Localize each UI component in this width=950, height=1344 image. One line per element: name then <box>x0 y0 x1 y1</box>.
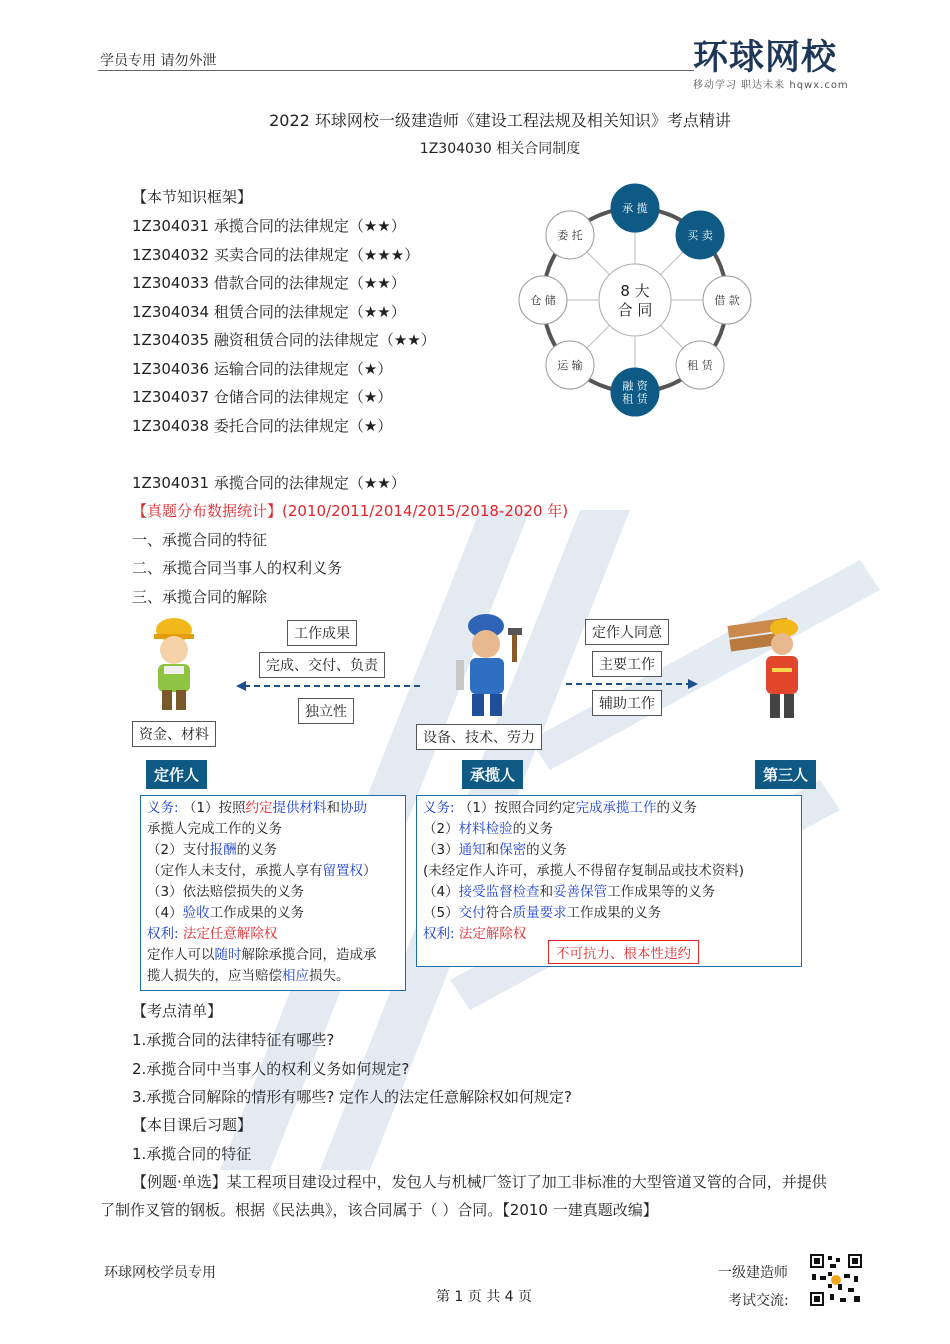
orderer-figure-icon <box>142 612 206 716</box>
header-rule <box>98 70 694 71</box>
footer-exam-name: 一级建造师 <box>718 1265 788 1281</box>
panel-text: 报酬 <box>209 842 237 858</box>
panel-line <box>147 819 399 840</box>
section-heading: 1Z304031 承揽合同的法律规定（★★） <box>132 474 406 492</box>
wheel-node-label: 委 托 <box>557 228 583 242</box>
panel-line <box>423 882 795 903</box>
panel-line <box>147 798 399 819</box>
label-orderer: 定作人 <box>146 760 207 789</box>
panel-text: （3）依法赔偿损失的义务 <box>147 884 305 900</box>
panel-text: ） <box>363 863 377 879</box>
termination-grounds-box: 不可抗力、根本性违约 <box>548 940 699 964</box>
logo: 环球网校 <box>693 38 838 78</box>
panel-text: 定作人可以 <box>147 947 215 963</box>
framework-item: 1Z304032 买卖合同的法律规定（★★★） <box>132 246 420 264</box>
label-third-party: 第三人 <box>755 760 816 789</box>
panel-text: 保密 <box>499 842 527 858</box>
panel-text: 通知 <box>458 842 486 858</box>
panel-text: （1）按照合同约定 <box>454 800 576 816</box>
panel-line <box>147 861 399 882</box>
panel-text: 约定 <box>245 800 273 816</box>
framework-item: 1Z304036 运输合同的法律规定（★） <box>132 360 393 378</box>
qr-code-icon <box>808 1252 864 1308</box>
checklist-item: 1.承揽合同的法律特征有哪些? <box>132 1031 335 1049</box>
panel-line <box>423 861 795 882</box>
panel-text: 符合 <box>485 905 513 921</box>
framework-item: 1Z304034 租赁合同的法律规定（★★） <box>132 303 406 321</box>
panel-text: 的义务 <box>656 800 697 816</box>
panel-text: （2） <box>423 821 459 837</box>
framework-item: 1Z304031 承揽合同的法律规定（★★） <box>132 217 406 235</box>
panel-text: 验收 <box>182 905 210 921</box>
box-main-work: 主要工作 <box>592 651 662 677</box>
panel-text: 的义务 <box>236 842 278 858</box>
panel-line <box>423 840 795 861</box>
wheel-center-label: 8 大 <box>620 282 650 300</box>
page-number: 第 1 页 共 4 页 <box>435 1289 533 1305</box>
panel-text: 法定解除权 <box>458 926 527 942</box>
panel-text: 法定任意解除权 <box>182 926 278 942</box>
exercise-item: 1.承揽合同的特征 <box>132 1145 252 1163</box>
panel-text: （5） <box>423 905 459 921</box>
box-orderer-consent: 定作人同意 <box>585 619 669 645</box>
stats-line: 【真题分布数据统计】(2010/2011/2014/2015/2018-2020 年) <box>132 502 569 520</box>
panel-text: （1）按照 <box>178 800 246 816</box>
panel-text: 的义务 <box>526 842 567 858</box>
wheel-center-label: 合 同 <box>617 301 653 319</box>
point-item: 三、承揽合同的解除 <box>132 588 268 606</box>
wheel-node-label: 租 赁 <box>687 359 713 373</box>
wheel-node-label: 买 卖 <box>687 228 713 242</box>
box-aux-work: 辅助工作 <box>592 690 662 716</box>
panel-text: （3） <box>423 842 459 858</box>
point-item: 一、承揽合同的特征 <box>132 531 268 549</box>
logo-tagline: 移动学习 职达未来 hqwx.com <box>693 80 849 91</box>
panel-text: （2）支付 <box>147 842 210 858</box>
panel-text: 权利: <box>423 926 459 942</box>
panel-text: 交付 <box>458 905 486 921</box>
panel-line <box>147 945 399 966</box>
point-item: 二、承揽合同当事人的权利义务 <box>132 559 343 577</box>
orderer-rights-panel <box>140 795 406 991</box>
panel-line <box>423 798 795 819</box>
panel-text: （定作人未支付，承揽人享有 <box>147 863 323 879</box>
panel-text: 承揽人完成工作的义务 <box>147 821 282 837</box>
page-title: 2022 环球网校一级建造师《建设工程法规及相关知识》考点精讲 <box>269 111 731 130</box>
page-subtitle: 1Z304030 相关合同制度 <box>419 141 581 157</box>
label-contractor: 承揽人 <box>462 760 523 789</box>
checklist-item: 2.承揽合同中当事人的权利义务如何规定? <box>132 1060 410 1078</box>
box-independence: 独立性 <box>298 698 354 724</box>
panel-line <box>423 819 795 840</box>
footer-note: 环球网校学员专用 <box>104 1265 216 1281</box>
panel-text: (未经定作人许可，承揽人不得留存复制品或技术资料) <box>423 863 745 879</box>
framework-heading: 【本节知识框架】 <box>132 188 253 206</box>
panel-text: 义务: <box>423 800 455 816</box>
framework-item: 1Z304035 融资租赁合同的法律规定（★★） <box>132 331 436 349</box>
box-equipment: 设备、技术、劳力 <box>416 724 542 750</box>
box-work-result: 工作成果 <box>287 620 357 646</box>
panel-text: 揽人损失的，应当赔偿 <box>147 968 282 984</box>
panel-text: 质量要求 <box>512 905 567 921</box>
exercises-heading: 【本目课后习题】 <box>132 1116 253 1134</box>
panel-text: 妥善保管 <box>553 884 608 900</box>
contractor-figure-icon <box>452 610 532 720</box>
left-dashed-arrow <box>234 676 424 696</box>
panel-line <box>423 903 795 924</box>
panel-text: 工作成果的义务 <box>566 905 662 921</box>
panel-text: 完成承揽工作 <box>575 800 657 816</box>
panel-text: 的义务 <box>512 821 554 837</box>
checklist-heading: 【考点清单】 <box>132 1002 223 1020</box>
panel-text: 提供材料 <box>272 800 327 816</box>
panel-text: 相应 <box>282 968 309 984</box>
wheel-node-label: 仓 储 <box>530 294 556 307</box>
checklist-item: 3.承揽合同解除的情形有哪些? 定作人的法定任意解除权如何规定? <box>132 1088 573 1106</box>
panel-text: 接受监督检查 <box>458 884 540 900</box>
header-notice: 学员专用 请勿外泄 <box>100 53 217 69</box>
panel-text: 协助 <box>339 800 367 816</box>
panel-line <box>147 966 399 987</box>
contract-wheel-diagram <box>510 180 760 420</box>
panel-text: 工作成果等的义务 <box>607 884 716 900</box>
panel-text: 材料检验 <box>458 821 513 837</box>
panel-line <box>147 924 399 945</box>
panel-line <box>147 903 399 924</box>
framework-item: 1Z304038 委托合同的法律规定（★） <box>132 417 393 435</box>
wheel-node-label: 运 输 <box>557 359 583 373</box>
panel-text: （4） <box>147 905 183 921</box>
panel-text: 随时 <box>214 947 242 963</box>
framework-item: 1Z304033 借款合同的法律规定（★★） <box>132 274 406 292</box>
question-line-2: 了制作叉管的钢板。根据《民法典》，该合同属于（ ）合同。【2010 一建真题改编】 <box>100 1201 658 1219</box>
wheel-node-label: 租 赁 <box>622 392 648 406</box>
panel-text: 和 <box>485 842 500 858</box>
wheel-node-label: 融 资 <box>622 379 648 393</box>
box-deliver: 完成、交付、负责 <box>259 652 385 678</box>
third-party-figure-icon <box>726 612 810 722</box>
panel-text: 损失。 <box>309 968 350 984</box>
panel-text: 解除承揽合同，造成承 <box>241 947 377 963</box>
panel-text: 义务: <box>147 800 179 816</box>
panel-line <box>147 882 399 903</box>
box-funds: 资金、材料 <box>132 721 216 747</box>
panel-text: 留置权 <box>322 863 363 879</box>
framework-item: 1Z304037 仓储合同的法律规定（★） <box>132 388 393 406</box>
footer-exchange: 考试交流: <box>728 1293 789 1309</box>
wheel-node-label: 借 款 <box>714 294 740 307</box>
question-line-1: 【例题·单选】某工程项目建设过程中，发包人与机械厂签订了加工非标准的大型管道叉管的合同，并提供 <box>132 1173 827 1191</box>
panel-text: 和 <box>539 884 554 900</box>
panel-text: 工作成果的义务 <box>209 905 305 921</box>
panel-text: 权利: <box>147 926 183 942</box>
panel-text: 和 <box>326 800 340 816</box>
panel-text: （4） <box>423 884 459 900</box>
panel-line <box>147 840 399 861</box>
wheel-node-label: 承 揽 <box>622 202 648 215</box>
